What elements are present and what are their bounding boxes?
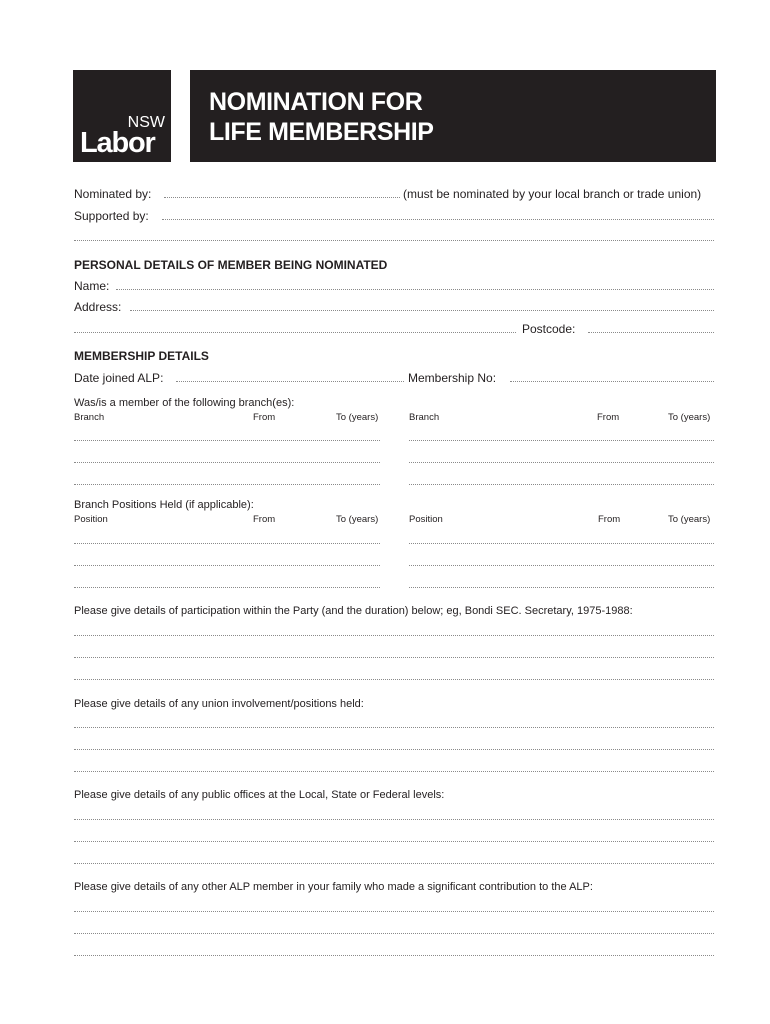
branch-row-3-left[interactable] xyxy=(74,484,380,485)
title-banner xyxy=(190,70,716,162)
logo-region: NSW xyxy=(127,114,165,131)
nominated-by-field[interactable] xyxy=(164,197,400,198)
page-title-line-2: LIFE MEMBERSHIP xyxy=(209,118,434,146)
position-row-3-right[interactable] xyxy=(409,587,714,588)
branch-row-2-right[interactable] xyxy=(409,462,714,463)
logo-name: Labor xyxy=(80,127,155,159)
participation-line-1[interactable] xyxy=(74,635,714,636)
branch-row-1-left[interactable] xyxy=(74,440,380,441)
branch-row-1-right[interactable] xyxy=(409,440,714,441)
date-joined-field[interactable] xyxy=(176,381,404,382)
nominated-by-label: Nominated by: xyxy=(74,187,152,201)
address-field[interactable] xyxy=(130,310,714,311)
date-joined-label: Date joined ALP: xyxy=(74,371,164,385)
address-field-2[interactable] xyxy=(74,332,516,333)
col-from-right-2: From xyxy=(598,514,621,525)
personal-details-heading: PERSONAL DETAILS OF MEMBER BEING NOMINATED xyxy=(74,258,388,272)
branch-row-2-left[interactable] xyxy=(74,462,380,463)
col-to-right: To (years) xyxy=(668,412,711,423)
col-position-left: Position xyxy=(74,514,108,525)
union-question: Please give details of any union involvement/positions held: xyxy=(74,698,364,710)
union-line-1[interactable] xyxy=(74,727,714,728)
union-line-2[interactable] xyxy=(74,749,714,750)
public-offices-line-3[interactable] xyxy=(74,863,714,864)
supported-by-field-2[interactable] xyxy=(74,240,714,241)
family-line-2[interactable] xyxy=(74,933,714,934)
col-from-left-2: From xyxy=(253,514,276,525)
family-line-3[interactable] xyxy=(74,955,714,956)
participation-line-3[interactable] xyxy=(74,679,714,680)
postcode-label: Postcode: xyxy=(522,322,576,336)
nsw-labor-logo xyxy=(73,70,171,162)
family-question: Please give details of any other ALP member in your family who made a significant contribution to the ALP: xyxy=(74,881,593,893)
col-branch-left: Branch xyxy=(74,412,105,423)
positions-label: Branch Positions Held (if applicable): xyxy=(74,499,254,511)
participation-line-2[interactable] xyxy=(74,657,714,658)
union-line-3[interactable] xyxy=(74,771,714,772)
nominated-by-note: (must be nominated by your local branch or trade union) xyxy=(403,187,702,201)
membership-no-field[interactable] xyxy=(510,381,714,382)
position-row-1-left[interactable] xyxy=(74,543,380,544)
col-to-left: To (years) xyxy=(336,412,379,423)
name-field[interactable] xyxy=(116,289,714,290)
position-row-2-right[interactable] xyxy=(409,565,714,566)
address-label: Address: xyxy=(74,300,122,314)
branches-label: Was/is a member of the following branch(es): xyxy=(74,397,295,409)
family-line-1[interactable] xyxy=(74,911,714,912)
supported-by-label: Supported by: xyxy=(74,209,149,223)
postcode-field[interactable] xyxy=(588,332,714,333)
position-row-3-left[interactable] xyxy=(74,587,380,588)
public-offices-line-1[interactable] xyxy=(74,819,714,820)
membership-no-label: Membership No: xyxy=(408,371,497,385)
public-offices-line-2[interactable] xyxy=(74,841,714,842)
col-to-left-2: To (years) xyxy=(336,514,379,525)
page-title-line-1: NOMINATION FOR xyxy=(209,88,423,116)
col-branch-right: Branch xyxy=(409,412,440,423)
col-from-left: From xyxy=(253,412,276,423)
position-row-2-left[interactable] xyxy=(74,565,380,566)
col-from-right: From xyxy=(597,412,620,423)
name-label: Name: xyxy=(74,279,110,293)
col-to-right-2: To (years) xyxy=(668,514,711,525)
participation-question: Please give details of participation within the Party (and the duration) below; eg, Bondi SEC. Secretary, 1975-1988: xyxy=(74,605,633,617)
supported-by-field[interactable] xyxy=(162,219,714,220)
col-position-right: Position xyxy=(409,514,443,525)
membership-details-heading: MEMBERSHIP DETAILS xyxy=(74,349,209,363)
branch-row-3-right[interactable] xyxy=(409,484,714,485)
position-row-1-right[interactable] xyxy=(409,543,714,544)
public-offices-question: Please give details of any public offices at the Local, State or Federal levels: xyxy=(74,789,445,801)
